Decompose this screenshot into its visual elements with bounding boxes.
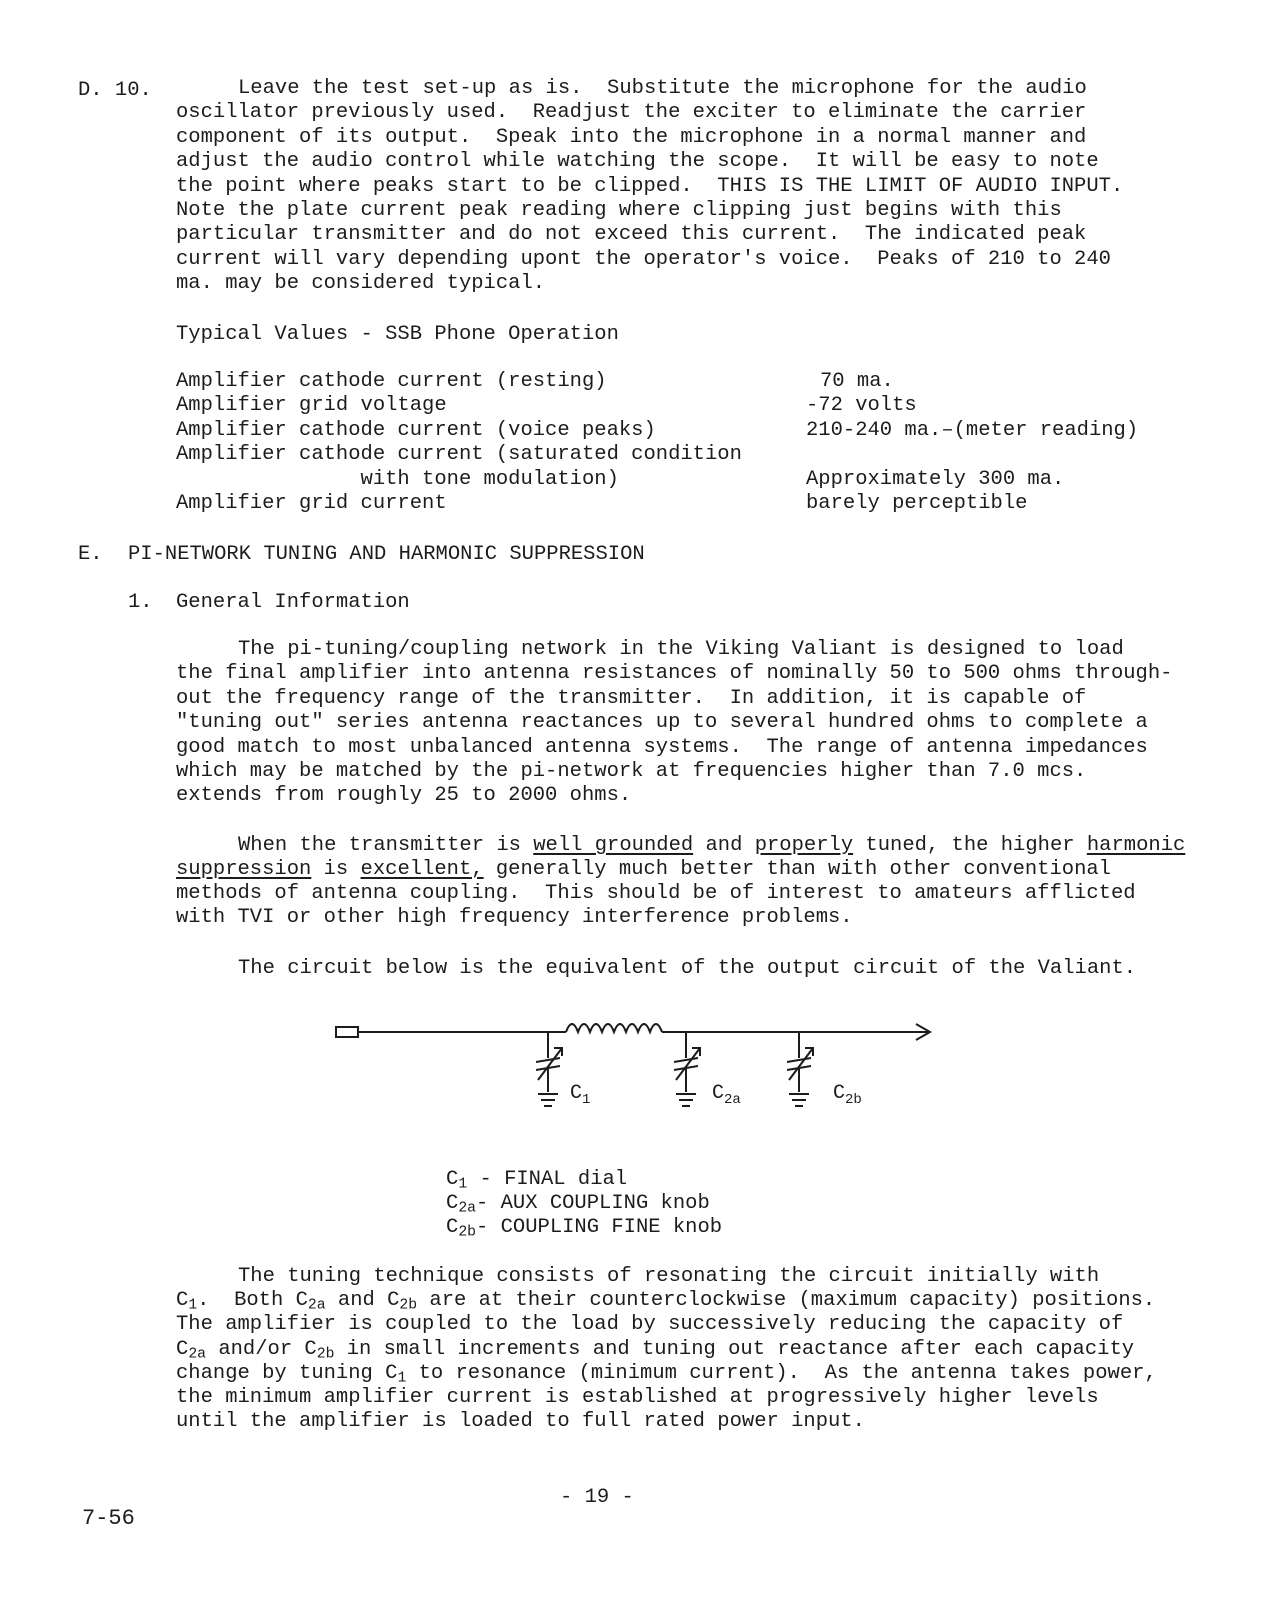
text-line: component of its output. Speak into the microphone in a normal manner and <box>176 125 1087 149</box>
table-row-label: Amplifier cathode current (saturated condition <box>176 443 742 466</box>
text-line: particular transmitter and do not exceed this current. The indicated peak <box>176 223 1087 247</box>
pi-network-diagram <box>330 1010 950 1135</box>
capacitor-c1 <box>536 1032 562 1106</box>
typical-values-heading: Typical Values - SSB Phone Operation <box>176 323 619 346</box>
text-line: oscillator previously used. Readjust the exciter to eliminate the carrier <box>176 101 1087 125</box>
text-line: good match to most unbalanced antenna systems. The range of antenna impedances <box>176 735 1148 759</box>
text-line: Leave the test set-up as is. Substitute the microphone for the audio <box>238 77 1087 100</box>
text-line: The pi-tuning/coupling network in the Viking Valiant is designed to load <box>238 638 1124 661</box>
table-row-label: Amplifier cathode current (resting) <box>176 370 607 393</box>
table-row-label: with tone modulation) <box>176 468 619 491</box>
inductor-coil <box>566 1024 662 1032</box>
text-line: the point where peaks start to be clipped. THIS IS THE LIMIT OF AUDIO INPUT. <box>176 174 1124 198</box>
text-line: the final amplifier into antenna resistances of nominally 50 to 500 ohms through- <box>176 662 1173 686</box>
legend-item: $C_{2a}-$ AUX COUPLING knob <box>446 1192 710 1217</box>
subsection-title: General Information <box>176 591 410 614</box>
input-terminal <box>336 1027 358 1037</box>
table-row-label: Amplifier grid voltage <box>176 394 447 417</box>
legend-item: $C_{2b}-$ COUPLING FINE knob <box>446 1216 723 1241</box>
text-line: current will vary depending upont the operator's voice. Peaks of 210 to 240 <box>176 247 1111 271</box>
table-row-value: Approximately 300 ma. <box>806 468 1065 491</box>
text-line: ma. may be considered typical. <box>176 272 546 296</box>
legend-item: $C_1$ - FINAL dial <box>446 1168 628 1193</box>
table-row-value: 210-240 ma.‒(meter reading) <box>806 419 1139 442</box>
table-row-value: 70 ma. <box>820 370 894 393</box>
text-line: out the frequency range of the transmitter. In addition, it is capable of <box>176 686 1087 710</box>
date-code: 7-56 <box>82 1506 135 1531</box>
label-c2a: $C_{2a}$ <box>712 1082 741 1108</box>
capacitor-c2a <box>674 1032 700 1106</box>
section-e-title: PI-NETWORK TUNING AND HARMONIC SUPPRESSION <box>128 543 645 566</box>
capacitor-c2b <box>787 1032 813 1106</box>
label-c2b: $C_{2b}$ <box>833 1082 862 1108</box>
table-row-value: -72 volts <box>806 394 917 417</box>
text-line: which may be matched by the pi-network at frequencies higher than 7.0 mcs. <box>176 760 1087 783</box>
circuit-intro: The circuit below is the equivalent of the output circuit of the Valiant. <box>238 957 1137 980</box>
page-number: - 19 - <box>560 1486 634 1509</box>
text-line: extends from roughly 25 to 2000 ohms. <box>176 784 632 808</box>
table-row-label: Amplifier cathode current (voice peaks) <box>176 419 656 442</box>
text-line: Note the plate current peak reading where clipping just begins with this <box>176 199 1062 222</box>
section-e-number: E. <box>78 543 103 566</box>
label-c1: $C_1$ <box>570 1082 591 1108</box>
table-row-value: barely perceptible <box>806 492 1028 515</box>
section-d-number: D. 10. <box>78 79 152 102</box>
subsection-number: 1. <box>128 591 153 614</box>
text-line: "tuning out" series antenna reactances up to several hundred ohms to complete a <box>176 711 1148 735</box>
table-row-label: Amplifier grid current <box>176 492 447 515</box>
text-line: adjust the audio control while watching the scope. It will be easy to note <box>176 150 1099 174</box>
